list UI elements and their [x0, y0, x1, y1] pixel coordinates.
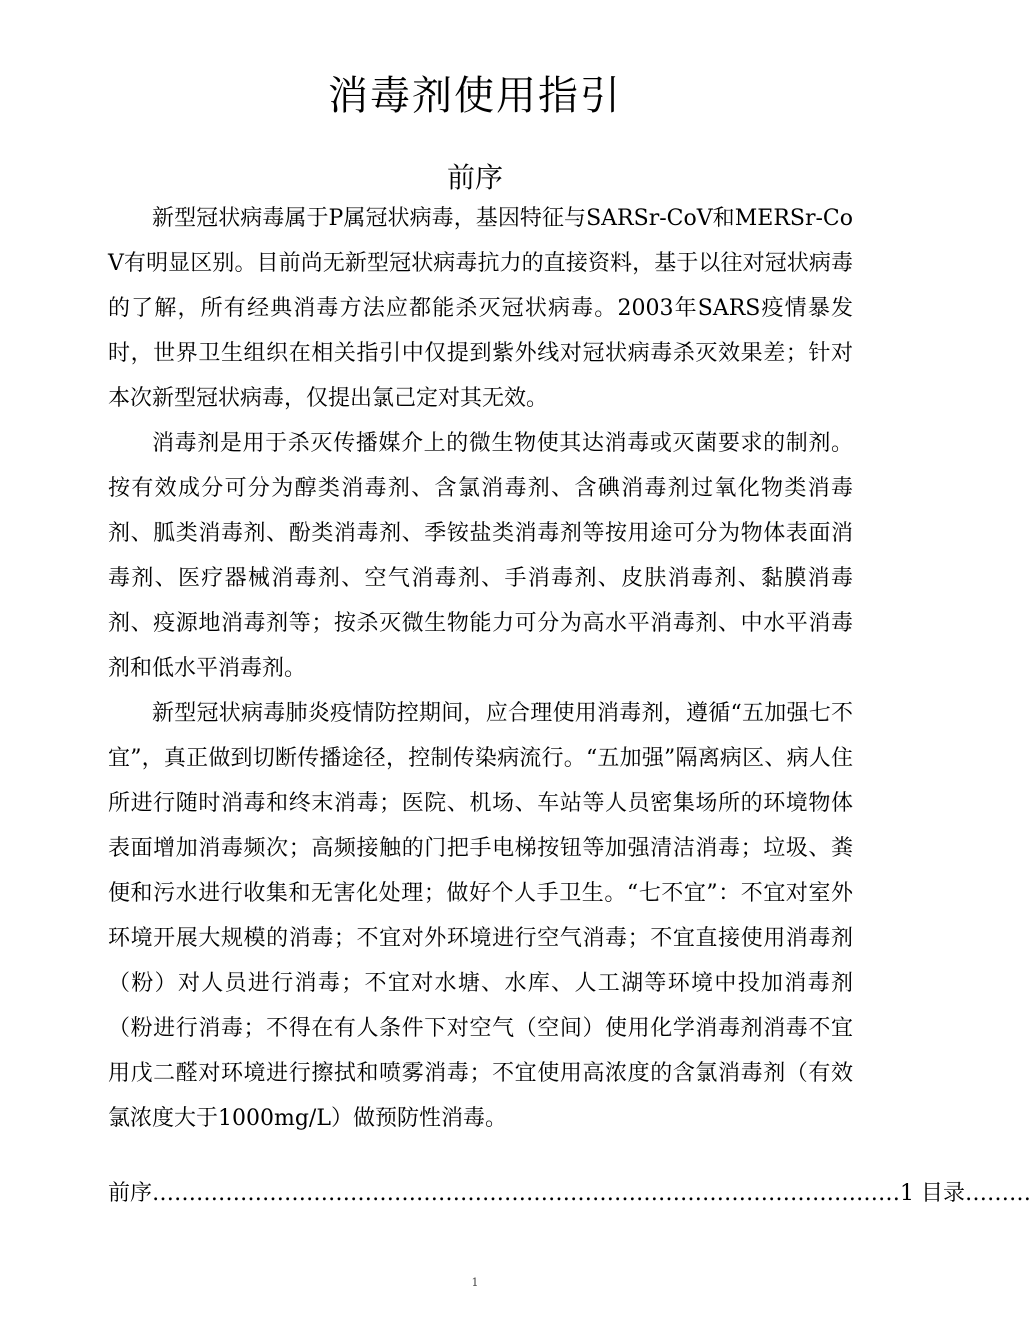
- page-number: 1: [471, 1276, 479, 1289]
- body-text: [108, 196, 853, 1141]
- paragraph: 新型冠状病毒属于P属冠状病毒，基因特征与SARSr-CoV和MERSr-CoV有明显区别。目前尚无新型冠状病毒抗力的直接资料，基于以往对冠状病毒的了解，所有经典消毒方法应都能杀灭冠状病毒。2003年SARS疫情暴发时，世界卫生组织在相关指引中仅提到紫外线对冠状病毒杀灭效果差；针对本次新型冠状病毒，仅提出氯己定对其无效。: [108, 206, 853, 411]
- section-title: 前序: [446, 161, 503, 194]
- table-of-contents-line: 前序…………………………………………………………………………………………1 目录………: [108, 1181, 1031, 1206]
- paragraph: 新型冠状病毒肺炎疫情防控期间，应合理使用消毒剂，遵循“五加强七不宜”，真正做到切断传播途径，控制传染病流行。“五加强”隔离病区、病人住所进行随时消毒和终末消毒；医院、机场、车站等人员密集场所的环境物体表面增加消毒频次；高频接触的门把手电梯按钮等加强清洁消毒；垃圾、粪便和污水进行收集和无害化处理；做好个人手卫生。“七不宜”：不宜对室外环境开展大规模的消毒；不宜对外环境进行空气消毒；不宜直接使用消毒剂（粉）对人员进行消毒；不宜对水塘、水库、人工湖等环境中投加消毒剂（粉进行消毒；不得在有人条件下对空气（空间）使用化学消毒剂消毒不宜用戊二醛对环境进行擦拭和喷雾消毒；不宜使用高浓度的含氯消毒剂（有效氯浓度大于1000mg/L）做预防性消毒。: [108, 701, 853, 1131]
- paragraph: 消毒剂是用于杀灭传播媒介上的微生物使其达消毒或灭菌要求的制剂。按有效成分可分为醇类消毒剂、含氯消毒剂、含碘消毒剂过氧化物类消毒剂、胍类消毒剂、酚类消毒剂、季铵盐类消毒剂等按用途可分为物体表面消毒剂、医疗器械消毒剂、空气消毒剂、手消毒剂、皮肤消毒剂、黏膜消毒剂、疫源地消毒剂等；按杀灭微生物能力可分为高水平消毒剂、中水平消毒剂和低水平消毒剂。: [108, 431, 853, 681]
- page-title: 消毒剂使用指引: [328, 73, 622, 119]
